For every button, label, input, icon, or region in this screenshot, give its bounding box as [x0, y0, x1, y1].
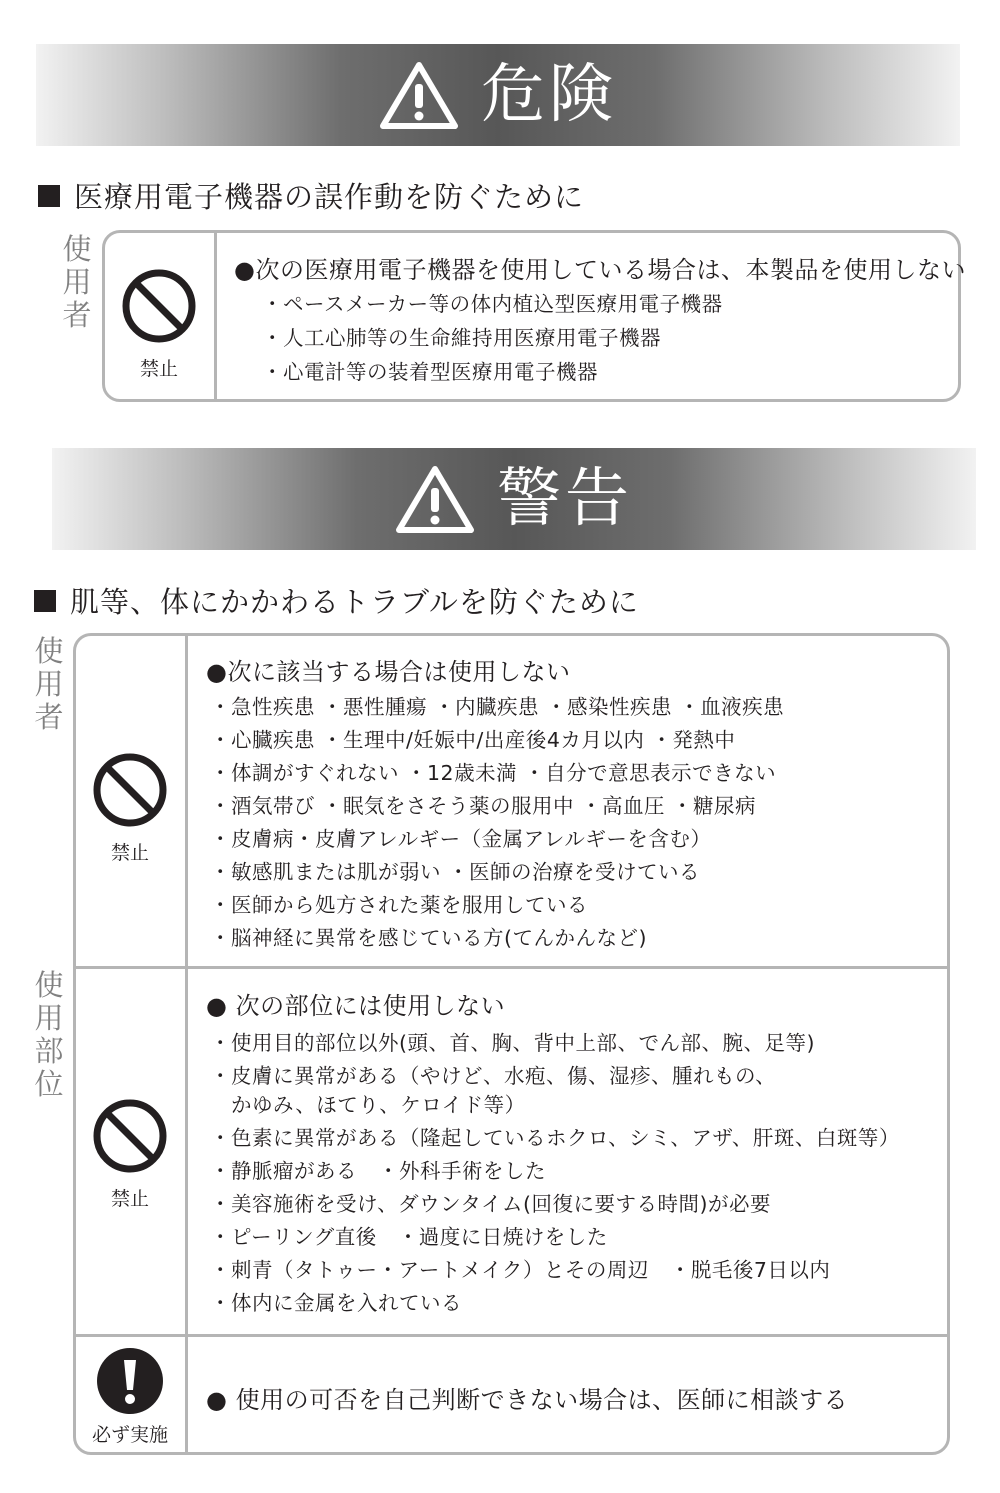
list-item: ・医師から処方された薬を服用している	[210, 893, 588, 917]
prohibit-label: 禁止	[110, 842, 149, 864]
list-item: ・皮膚病・皮膚アレルギー（金属アレルギーを含む）	[210, 827, 712, 851]
warning-triangle-icon	[379, 60, 459, 130]
user-lead: ●次に該当する場合は使用しない	[206, 658, 571, 686]
site-prohibit-cell	[89, 1096, 171, 1211]
danger-prohibit-cell	[118, 266, 200, 381]
danger-lead: ●次の医療用電子機器を使用している場合は、本製品を使用しない	[234, 256, 966, 284]
danger-section-title: 医療用電子機器の誤作動を防ぐために	[74, 180, 585, 214]
warning-divider	[185, 636, 188, 1452]
warning-title: 警告	[497, 462, 633, 536]
exclamation-icon	[97, 1348, 163, 1414]
square-bullet-icon	[34, 590, 56, 612]
row-divider	[76, 966, 947, 969]
row-divider	[76, 1334, 947, 1337]
prohibited-icon	[90, 750, 170, 830]
danger-side-label: 使用者	[62, 232, 92, 332]
list-item: ・心臓疾患 ・生理中/妊娠中/出産後4カ月以内 ・発熱中	[210, 728, 736, 752]
danger-divider	[214, 233, 217, 399]
list-item: ・ペースメーカー等の体内植込型医療用電子機器	[262, 292, 723, 316]
list-item: ・脳神経に異常を感じている方(てんかんなど)	[210, 926, 647, 950]
list-item: ・酒気帯び ・眠気をさそう薬の服用中 ・高血圧 ・糖尿病	[210, 794, 757, 818]
mandatory-label: 必ず実施	[91, 1424, 168, 1446]
list-item: ・敏感肌または肌が弱い ・医師の治療を受けている	[210, 860, 701, 884]
danger-title: 危険	[481, 58, 617, 132]
list-item: ・静脈瘤がある ・外科手術をした	[210, 1159, 546, 1183]
list-item: ・心電計等の装着型医療用電子機器	[262, 360, 598, 384]
list-item: ・皮膚に異常がある（やけど、水疱、傷、湿疹、腫れもの、	[210, 1064, 777, 1088]
warning-section-heading	[34, 580, 639, 621]
prohibit-label: 禁止	[110, 1188, 149, 1210]
mandatory-cell	[84, 1348, 176, 1447]
warning-banner	[52, 448, 976, 550]
list-item: ・人工心肺等の生命維持用医療用電子機器	[262, 326, 661, 350]
warning-triangle-icon	[395, 464, 475, 534]
list-item: ・美容施術を受け、ダウンタイム(回復に要する時間)が必要	[210, 1192, 771, 1216]
list-item: ・体内に金属を入れている	[210, 1291, 462, 1315]
site-lead: ● 次の部位には使用しない	[206, 992, 506, 1020]
site-side-label: 使用部位	[34, 968, 64, 1101]
prohibit-label: 禁止	[139, 358, 178, 380]
list-item: ・ピーリング直後 ・過度に日焼けをした	[210, 1225, 608, 1249]
list-item: ・刺青（タトゥー・アートメイク）とその周辺 ・脱毛後7日以内	[210, 1258, 831, 1282]
mandatory-lead: ● 使用の可否を自己判断できない場合は、医師に相談する	[206, 1386, 849, 1414]
user-side-label: 使用者	[34, 634, 64, 734]
list-item: ・体調がすぐれない ・12歳未満 ・自分で意思表示できない	[210, 761, 777, 785]
prohibited-icon	[119, 266, 199, 346]
danger-banner	[36, 44, 960, 146]
danger-section-heading	[38, 175, 584, 216]
list-item: ・使用目的部位以外(頭、首、胸、背中上部、でん部、腕、足等)	[210, 1031, 815, 1055]
warning-section-title: 肌等、体にかかわるトラブルを防ぐために	[70, 585, 639, 619]
list-item: ・急性疾患 ・悪性腫瘍 ・内臓疾患 ・感染性疾患 ・血液疾患	[210, 695, 785, 719]
user-prohibit-cell	[89, 750, 171, 865]
list-item: ・色素に異常がある（隆起しているホクロ、シミ、アザ、肝斑、白斑等）	[210, 1126, 900, 1150]
list-item: かゆみ、ほてり、ケロイド等）	[210, 1093, 526, 1117]
prohibited-icon	[90, 1096, 170, 1176]
square-bullet-icon	[38, 185, 60, 207]
